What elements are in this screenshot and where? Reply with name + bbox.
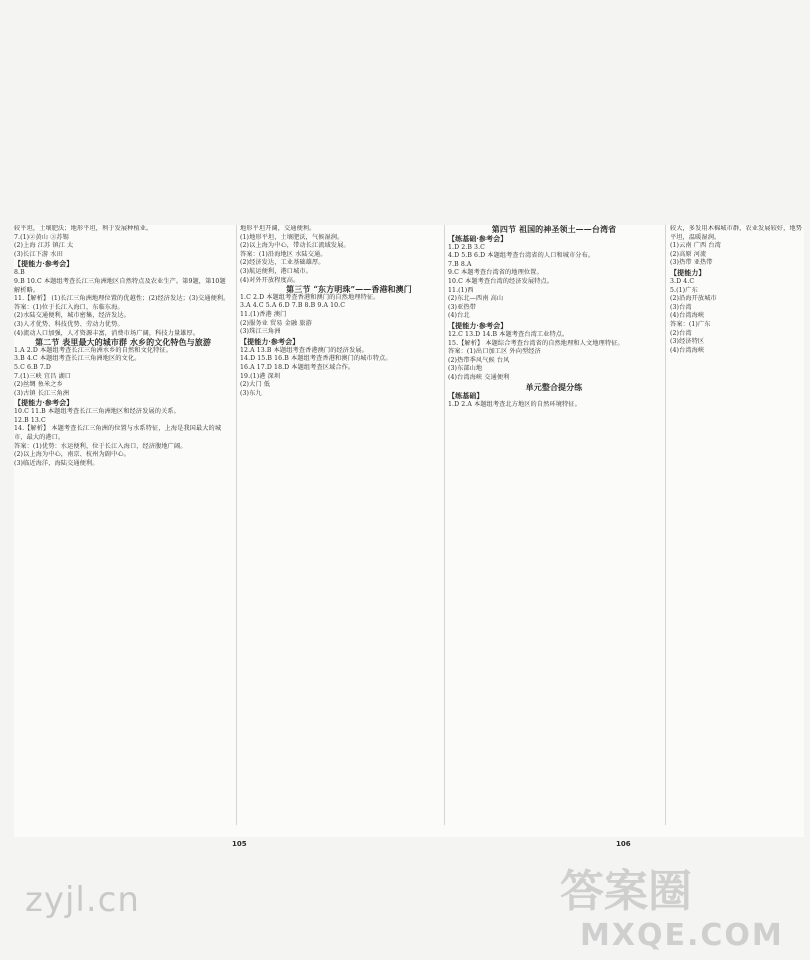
text-line: (4)对外开放程度高。 xyxy=(240,276,300,284)
unit-heading: 单元整合提分练 xyxy=(525,381,583,392)
text-line: (3)经济特区 xyxy=(670,338,705,346)
section-heading: 【提能力·参考会】 xyxy=(14,398,74,408)
text-line: 5.C 6.B 7.D xyxy=(14,363,51,371)
text-line: 9.B 10.C 本题组考查长江三角洲地区自然特点及农业生产。第9题，第10题解析略。 xyxy=(14,277,226,294)
section-heading: 【提能力·参考会】 xyxy=(448,320,508,330)
text-line: 1.D 2.B 3.C xyxy=(448,243,485,251)
text-line: (2)水陆交通便利，城市密集，经济发达。 xyxy=(14,312,130,320)
text-line: 16.A 17.D 18.D 本题组考查区域合作。 xyxy=(240,363,355,371)
text-line: 7.B 8.A xyxy=(448,260,472,268)
text-line: (4)台北 xyxy=(448,312,470,320)
text-line: (3)航运便利，港口城市。 xyxy=(240,267,312,275)
text-line: (2)以上海为中心，带动长江流域发展。 xyxy=(240,242,350,250)
text-line: (4)台湾海峡 xyxy=(670,312,705,320)
section-heading: 【提能力·参考会】 xyxy=(14,259,74,269)
text-line: (2)经济发达，工业基础雄厚。 xyxy=(240,259,325,267)
answer-column-3 xyxy=(448,225,660,825)
text-line: 12.A 13.B 本题组考查香港澳门的经济发展。 xyxy=(240,346,368,354)
watermark-left: zyjl.cn xyxy=(25,880,140,920)
text-line: 答案：(1)出口加工区 外向型经济 xyxy=(448,348,541,356)
text-line: (1)地形平坦，土壤肥沃，气候湿润。 xyxy=(240,233,344,241)
text-line: (2)大门 低 xyxy=(240,381,270,389)
text-line: 12.C 13.D 14.B 本题考查台湾工业特点。 xyxy=(448,330,569,338)
text-line: (2)以上海为中心，南京、杭州为副中心。 xyxy=(14,451,130,459)
text-line: 3.D 4.C xyxy=(670,277,695,285)
text-line: 14.【解析】 本题考查长江三角洲的位置与水系特征，上海是我国最大的城市，最大的港口。 xyxy=(14,425,222,442)
text-line: 10.C 11.B 本题组考查长江三角洲地区和经济发展的关系。 xyxy=(14,408,180,416)
text-line: 答案：(1)位于长江入海口，东临东海。 xyxy=(14,303,124,311)
text-line: (1)云南 广西 台湾 xyxy=(670,242,721,250)
page-number-right: 106 xyxy=(616,840,631,848)
text-line: 11.【解析】 (1)长江三角洲地理位置的优越性；(2)经济发达；(3)交通便利。 xyxy=(14,295,230,303)
column-divider xyxy=(236,225,237,825)
text-line: (2)沿海开放城市 xyxy=(670,295,717,303)
text-line: 4.D 5.B 6.D 本题组考查台湾省的人口和城市分布。 xyxy=(448,252,595,260)
text-line: (3)热带 亚热带 xyxy=(670,259,713,267)
text-line: (3)临近海洋，海陆交通便利。 xyxy=(14,459,99,467)
text-line: (4)流动人口加强，人才资源丰富，消费市场广阔，科技力量雄厚。 xyxy=(14,329,200,337)
chapter-heading: 第四节 祖国的神圣领土——台湾省 xyxy=(491,225,617,234)
textbook-page xyxy=(14,225,804,837)
text-line: 较大，多发用木棉城市群，农业发展较好，地势平坦，温暖湿润。 xyxy=(670,225,803,241)
answer-column-2 xyxy=(240,225,458,825)
watermark-logo: 答案圈 xyxy=(560,866,692,917)
section-heading: 【提能力·参考会】 xyxy=(240,336,300,346)
section-heading: 【练基础·参考会】 xyxy=(448,233,508,243)
page-number-left: 105 xyxy=(232,840,247,848)
text-line: 12.B 13.C xyxy=(14,416,46,424)
text-line: 答案：(1)沿海地区 水陆交通。 xyxy=(240,250,327,258)
text-line: 答案：(1)优势：水运便利，位于长江入海口，经济腹地广阔。 xyxy=(14,442,187,450)
text-line: (2)东北—西南 高山 xyxy=(448,295,504,303)
text-line: (3)人才优势、科技优势、劳动力优势。 xyxy=(14,320,124,328)
watermark-url: MXQE.COM xyxy=(580,918,784,953)
text-line: 19.(1)港 深圳 xyxy=(240,372,281,380)
text-line: 11.(1)西 xyxy=(448,286,474,294)
text-line: (3)亚热带 xyxy=(448,303,476,311)
text-line: 14.D 15.B 16.B 本题组考查香港和澳门的城市特点。 xyxy=(240,355,392,363)
text-line: 较平坦，土壤肥沃；地形平坦，利于发展种植业。 xyxy=(14,225,153,232)
text-line: (3)长江下游 水田 xyxy=(14,250,63,258)
text-line: 7.(1)②黄山 ③苏锡 xyxy=(14,233,69,241)
text-line: 9.C 本题考查台湾省的地理位置。 xyxy=(448,269,543,277)
text-line: (3)古镇 长江三角洲 xyxy=(14,389,70,397)
text-line: (3)东九 xyxy=(240,389,262,397)
column-divider xyxy=(665,225,666,825)
text-line: 7.(1)三峡 宜昌 湖口 xyxy=(14,372,72,380)
text-line: 3.B 4.C 本题组考查长江三角洲地区的文化。 xyxy=(14,355,141,363)
section-heading: 【提能力】 xyxy=(670,267,706,277)
text-line: (4)台湾海峡 xyxy=(670,346,705,354)
text-line: (3)东部山地 xyxy=(448,365,483,373)
text-line: 1.A 2.D 本题组考查长江三角洲水乡的自然和文化特征。 xyxy=(14,346,173,354)
text-line: 地形平坦开阔，交通便利。 xyxy=(240,225,316,232)
section-heading: 【练基础】 xyxy=(448,391,484,401)
text-line: (4)台湾海峡 交通便利 xyxy=(448,373,510,381)
text-line: 5.(1)广东 xyxy=(670,286,698,294)
text-line: 11.(1)香港 澳门 xyxy=(240,310,287,318)
chapter-heading: 第三节 “东方明珠”——香港和澳门 xyxy=(286,284,412,295)
text-line: 10.C 本题考查台湾的经济发展特点。 xyxy=(448,277,554,285)
text-line: (2)高原 河流 xyxy=(670,250,707,258)
text-line: 3.A 4.C 5.A 6.D 7.B 8.B 9.A 10.C xyxy=(240,302,346,310)
answer-column-1 xyxy=(14,225,232,825)
text-line: 答案：(1)广东 xyxy=(670,320,711,328)
column-divider xyxy=(444,225,445,825)
text-line: 1.C 2.D 本题组考查香港和澳门的自然地理特征。 xyxy=(240,293,380,301)
text-line: (2)热带季风气候 台风 xyxy=(448,356,510,364)
text-line: 15.【解析】 本题综合考查台湾省的自然地理和人文地理特征。 xyxy=(448,339,624,347)
chapter-heading: 第二节 表里最大的城市群 水乡的文化特色与旅游 xyxy=(35,337,211,348)
text-line: 1.D 2.A 本题组考查北方地区的自然环境特征。 xyxy=(448,401,581,409)
text-line: (2)服务业 贸易 金融 旅游 xyxy=(240,319,312,327)
text-line: 8.B xyxy=(14,269,25,277)
answer-column-4 xyxy=(670,225,804,825)
text-line: (2)上海 江苏 镇江 太 xyxy=(14,242,74,250)
text-line: (2)台湾 xyxy=(670,329,692,337)
text-line: (2)丝绸 鱼米之乡 xyxy=(14,381,63,389)
text-line: (3)台湾 xyxy=(670,303,692,311)
text-line: (3)珠江三角洲 xyxy=(240,328,281,336)
